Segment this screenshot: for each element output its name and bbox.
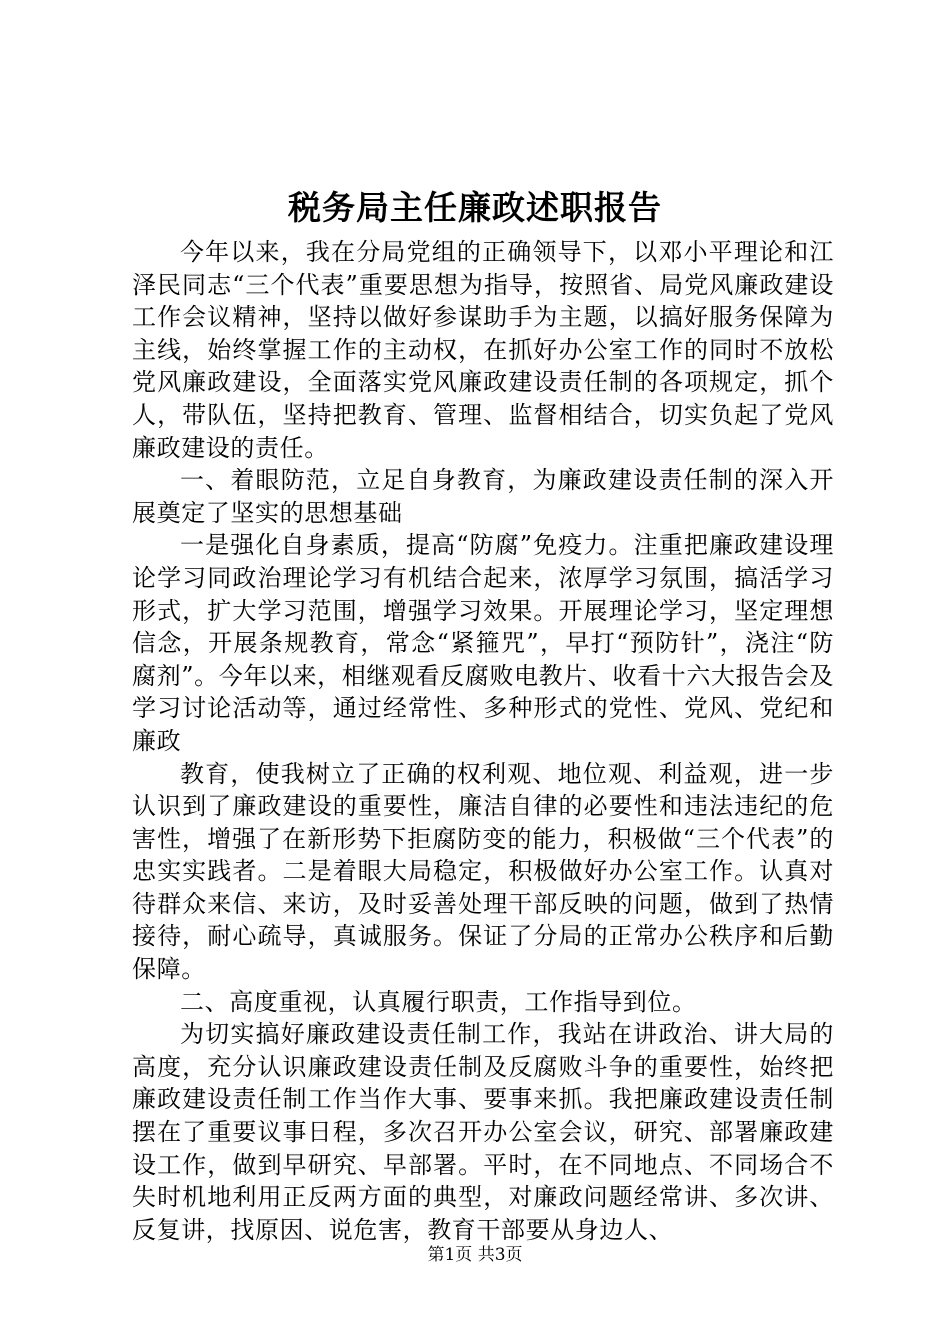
paragraph-section-two-heading: 二、高度重视，认真履行职责，工作指导到位。 xyxy=(180,987,697,1016)
paragraph-education: 教育，使我树立了正确的权利观、地位观、利益观，进一步认识到了廉政建设的重要性，廉洁自律的必要性和违法违纪的危害性，增强了在新形势下拒腐防变的能力，积极做“三个代表”的忠实实践者。二是着眼大局稳定，积极做好办公室工作。认真对待群众来信、来访，及时妥善处理干部反映的问题，做到了热情接待，耐心疏导，真诚服务。保证了分局的正常办公秩序和后勤保障。 xyxy=(132,759,834,984)
paragraph-section-one-heading: 一、着眼防范，立足自身教育，为廉政建设责任制的深入开展奠定了坚实的思想基础 xyxy=(132,466,834,527)
paragraph-responsibility: 为切实搞好廉政建设责任制工作，我站在讲政治、讲大局的高度，充分认识廉政建设责任制及反腐败斗争的重要性，始终把廉政建设责任制工作当作大事、要事来抓。我把廉政建设责任制摆在了重要议事日程，多次召开办公室会议，研究、部署廉政建设工作，做到早研究、早部署。平时，在不同地点、不同场合不失时机地利用正反两方面的典型，对廉政问题经常讲、多次讲、反复讲，找原因、说危害，教育干部要从身边人、 xyxy=(132,1020,834,1244)
paragraph-self-quality: 一是强化自身素质，提高“防腐”免疫力。注重把廉政建设理论学习同政治理论学习有机结合起来，浓厚学习氛围，搞活学习形式，扩大学习范围，增强学习效果。开展理论学习，坚定理想信念，开展条规教育，常念“紧箍咒”，早打“预防针”，浇注“防腐剂”。今年以来，相继观看反腐败电教片、收看十六大报告会及学习讨论活动等，通过经常性、多种形式的党性、党风、党纪和廉政 xyxy=(132,531,834,755)
page-number-footer: 第1页 共3页 xyxy=(427,1245,523,1265)
paragraph-intro: 今年以来，我在分局党组的正确领导下，以邓小平理论和江泽民同志“三个代表”重要思想为指导，按照省、局党风廉政建设工作会议精神，坚持以做好参谋助手为主题，以搞好服务保障为主线，始终掌握工作的主动权，在抓好办公室工作的同时不放松党风廉政建设，全面落实党风廉政建设责任制的各项规定，抓个人，带队伍，坚持把教育、管理、监督相结合，切实负起了党风廉政建设的责任。 xyxy=(132,238,834,462)
document-body xyxy=(132,236,834,1246)
document-title: 税务局主任廉政述职报告 xyxy=(288,188,662,227)
